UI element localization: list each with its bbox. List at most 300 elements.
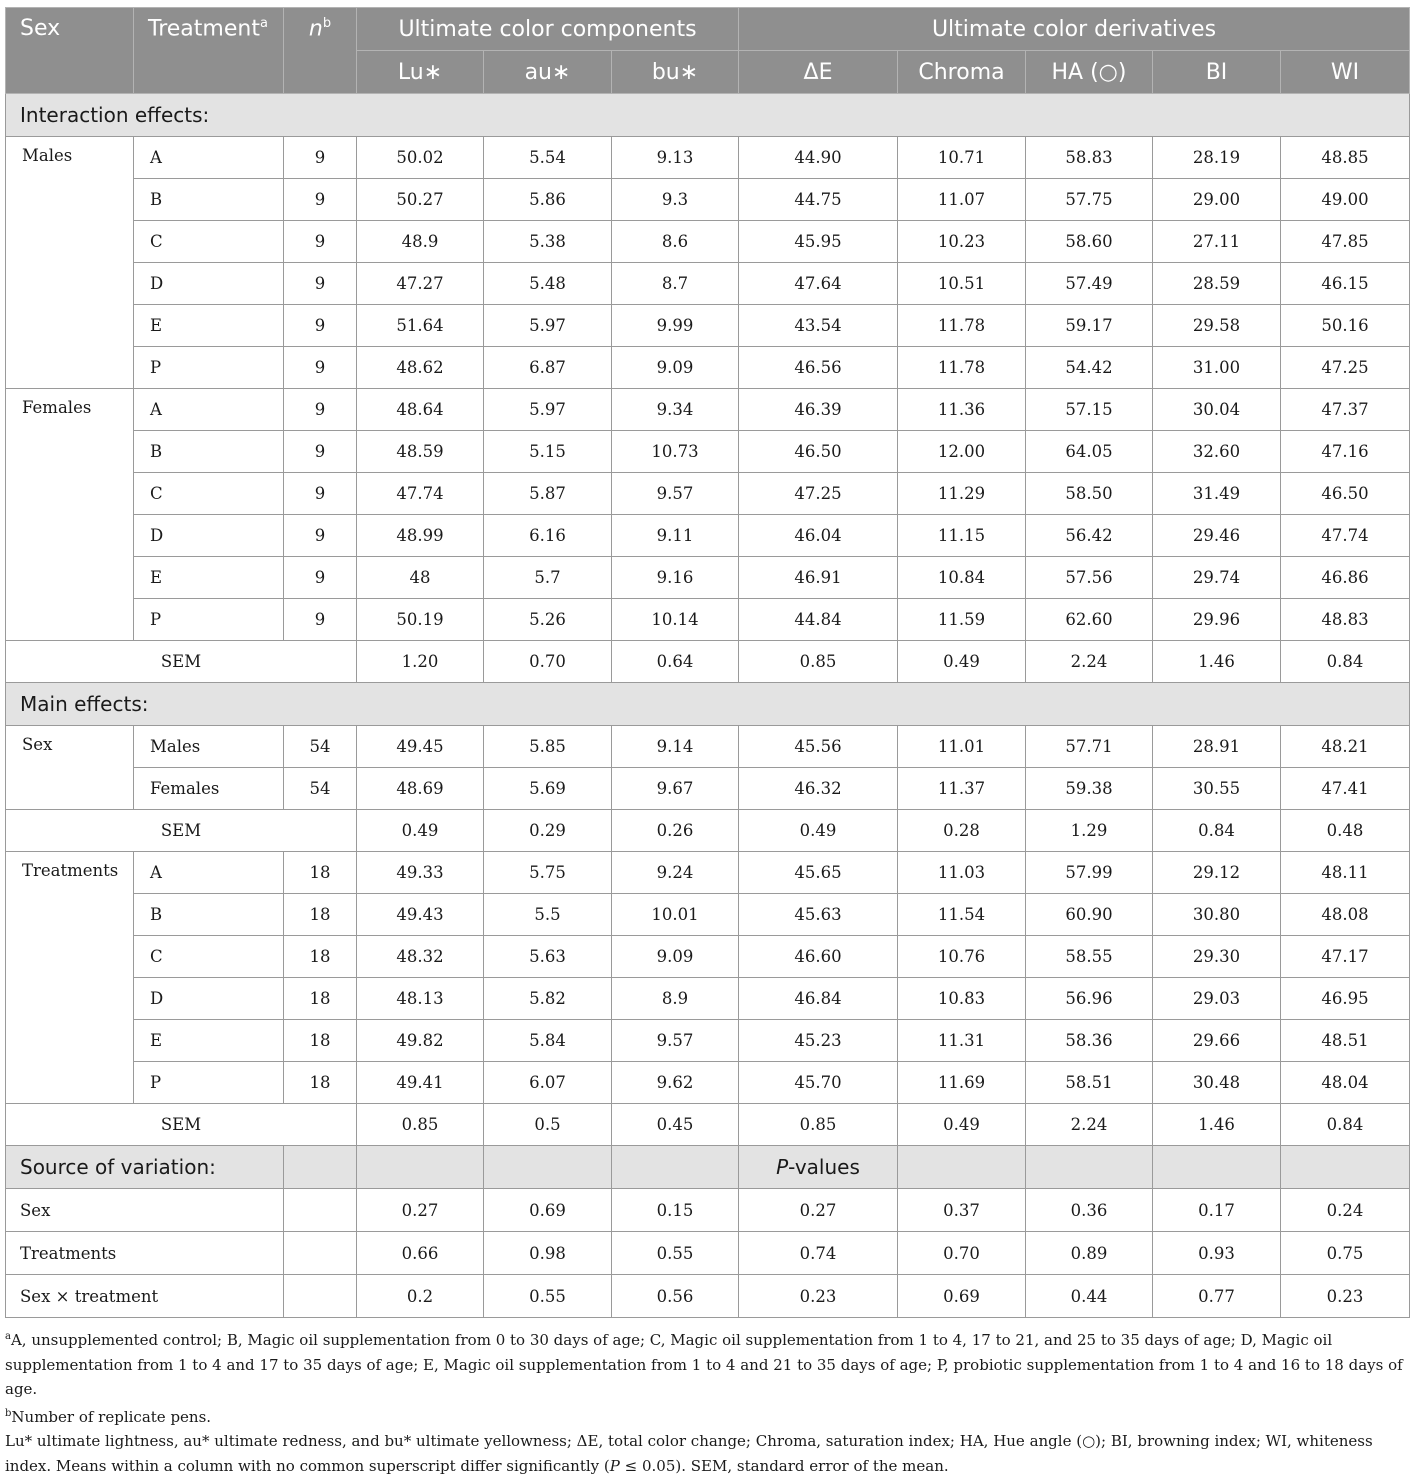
value-cell: 10.84 <box>898 557 1026 599</box>
value-cell: 49.33 <box>357 852 484 894</box>
value-cell: 47.25 <box>739 473 898 515</box>
header-col: Lu∗ <box>357 51 484 94</box>
treatment-cell: Females <box>134 768 284 810</box>
blank-cell <box>612 1146 739 1189</box>
header-col: ΔE <box>739 51 898 94</box>
treatment-cell: P <box>134 599 284 641</box>
n-cell: 9 <box>284 179 357 221</box>
value-cell: 57.56 <box>1026 557 1153 599</box>
table-row <box>6 263 1410 305</box>
value-cell: 47.85 <box>1281 221 1410 263</box>
n-cell: 9 <box>284 347 357 389</box>
group-label: Females <box>6 389 134 641</box>
n-cell: 9 <box>284 263 357 305</box>
value-cell: 5.84 <box>484 1020 612 1062</box>
value-cell: 1.20 <box>357 641 484 683</box>
value-cell: 62.60 <box>1026 599 1153 641</box>
treatment-cell: C <box>134 936 284 978</box>
value-cell: 46.32 <box>739 768 898 810</box>
value-cell: 0.49 <box>898 641 1026 683</box>
n-cell: 18 <box>284 978 357 1020</box>
value-cell: 0.49 <box>739 810 898 852</box>
value-cell: 9.09 <box>612 936 739 978</box>
treatment-cell: B <box>134 179 284 221</box>
value-cell: 5.26 <box>484 599 612 641</box>
value-cell: 46.84 <box>739 978 898 1020</box>
value-cell: 0.2 <box>357 1275 484 1318</box>
blank-cell <box>1026 1146 1153 1189</box>
n-cell: 54 <box>284 768 357 810</box>
pvalues-p: P <box>776 1155 789 1179</box>
value-cell: 46.86 <box>1281 557 1410 599</box>
value-cell: 0.26 <box>612 810 739 852</box>
value-cell: 57.75 <box>1026 179 1153 221</box>
value-cell: 11.15 <box>898 515 1026 557</box>
value-cell: 0.55 <box>612 1232 739 1275</box>
value-cell: 57.15 <box>1026 389 1153 431</box>
treatment-cell: D <box>134 978 284 1020</box>
value-cell: 0.27 <box>357 1189 484 1232</box>
value-cell: 47.41 <box>1281 768 1410 810</box>
value-cell: 0.48 <box>1281 810 1410 852</box>
value-cell: 44.90 <box>739 137 898 179</box>
table-wrapper <box>5 7 1409 1318</box>
value-cell: 31.00 <box>1153 347 1281 389</box>
value-cell: 0.93 <box>1153 1232 1281 1275</box>
value-cell: 58.55 <box>1026 936 1153 978</box>
value-cell: 47.27 <box>357 263 484 305</box>
table-row <box>6 852 1410 894</box>
pvalue-row <box>6 1232 1410 1275</box>
value-cell: 5.82 <box>484 978 612 1020</box>
value-cell: 11.59 <box>898 599 1026 641</box>
sem-row <box>6 1104 1410 1146</box>
n-cell: 9 <box>284 221 357 263</box>
section-title: Source of variation: <box>6 1146 284 1189</box>
results-table <box>5 7 1410 1318</box>
value-cell: 5.5 <box>484 894 612 936</box>
value-cell: 58.50 <box>1026 473 1153 515</box>
table-row <box>6 137 1410 179</box>
value-cell: 9.13 <box>612 137 739 179</box>
table-row <box>6 726 1410 768</box>
value-cell: 0.24 <box>1281 1189 1410 1232</box>
value-cell: 5.7 <box>484 557 612 599</box>
value-cell: 5.85 <box>484 726 612 768</box>
value-cell: 8.9 <box>612 978 739 1020</box>
value-cell: 10.76 <box>898 936 1026 978</box>
sem-label: SEM <box>6 810 357 852</box>
header-col: WI <box>1281 51 1410 94</box>
treatment-cell: E <box>134 305 284 347</box>
value-cell: 0.56 <box>612 1275 739 1318</box>
value-cell: 58.36 <box>1026 1020 1153 1062</box>
value-cell: 0.49 <box>357 810 484 852</box>
value-cell: 45.70 <box>739 1062 898 1104</box>
value-cell: 11.29 <box>898 473 1026 515</box>
source-label: Sex <box>6 1189 284 1232</box>
value-cell: 0.37 <box>898 1189 1026 1232</box>
value-cell: 9.16 <box>612 557 739 599</box>
value-cell: 49.45 <box>357 726 484 768</box>
n-cell: 9 <box>284 557 357 599</box>
value-cell: 29.12 <box>1153 852 1281 894</box>
sem-label: SEM <box>6 1104 357 1146</box>
value-cell: 9.62 <box>612 1062 739 1104</box>
treatment-cell: E <box>134 557 284 599</box>
value-cell: 48.51 <box>1281 1020 1410 1062</box>
table-row <box>6 1062 1410 1104</box>
value-cell: 1.46 <box>1153 1104 1281 1146</box>
value-cell: 49.00 <box>1281 179 1410 221</box>
value-cell: 47.17 <box>1281 936 1410 978</box>
value-cell: 47.37 <box>1281 389 1410 431</box>
table-row <box>6 515 1410 557</box>
pvalue-row <box>6 1189 1410 1232</box>
value-cell: 6.07 <box>484 1062 612 1104</box>
value-cell: 0.85 <box>357 1104 484 1146</box>
value-cell: 30.48 <box>1153 1062 1281 1104</box>
value-cell: 9.14 <box>612 726 739 768</box>
value-cell: 50.27 <box>357 179 484 221</box>
n-cell: 18 <box>284 1020 357 1062</box>
section-main-effects <box>6 683 1410 726</box>
footnote-b: $^b$Number of replicate pens. <box>5 1407 212 1426</box>
value-cell: 48.13 <box>357 978 484 1020</box>
table-footnotes <box>5 1325 1409 1478</box>
value-cell: 0.69 <box>898 1275 1026 1318</box>
value-cell: 29.46 <box>1153 515 1281 557</box>
value-cell: 9.67 <box>612 768 739 810</box>
value-cell: 10.23 <box>898 221 1026 263</box>
source-label: Sex × treatment <box>6 1275 284 1318</box>
value-cell: 0.74 <box>739 1232 898 1275</box>
value-cell: 44.84 <box>739 599 898 641</box>
value-cell: 0.75 <box>1281 1232 1410 1275</box>
header-col: Chroma <box>898 51 1026 94</box>
treatment-cell: D <box>134 263 284 305</box>
header-components-group: Ultimate color components <box>357 8 739 51</box>
value-cell: 59.38 <box>1026 768 1153 810</box>
value-cell: 11.78 <box>898 347 1026 389</box>
value-cell: 28.19 <box>1153 137 1281 179</box>
value-cell: 29.96 <box>1153 599 1281 641</box>
treatment-cell: Males <box>134 726 284 768</box>
sem-label: SEM <box>6 641 357 683</box>
section-title: Main effects: <box>6 683 1410 726</box>
n-cell: 9 <box>284 137 357 179</box>
treatment-cell: E <box>134 1020 284 1062</box>
value-cell: 27.11 <box>1153 221 1281 263</box>
value-cell: 49.41 <box>357 1062 484 1104</box>
value-cell: 57.71 <box>1026 726 1153 768</box>
table-row <box>6 221 1410 263</box>
value-cell: 1.29 <box>1026 810 1153 852</box>
value-cell: 11.31 <box>898 1020 1026 1062</box>
value-cell: 0.15 <box>612 1189 739 1232</box>
blank-cell <box>284 1232 357 1275</box>
table-row <box>6 557 1410 599</box>
treatment-cell: A <box>134 137 284 179</box>
value-cell: 0.45 <box>612 1104 739 1146</box>
value-cell: 56.96 <box>1026 978 1153 1020</box>
value-cell: 56.42 <box>1026 515 1153 557</box>
value-cell: 0.36 <box>1026 1189 1153 1232</box>
value-cell: 59.17 <box>1026 305 1153 347</box>
value-cell: 11.54 <box>898 894 1026 936</box>
blank-cell <box>284 1146 357 1189</box>
treatment-cell: B <box>134 431 284 473</box>
value-cell: 58.60 <box>1026 221 1153 263</box>
value-cell: 49.82 <box>357 1020 484 1062</box>
value-cell: 64.05 <box>1026 431 1153 473</box>
value-cell: 8.6 <box>612 221 739 263</box>
value-cell: 48.08 <box>1281 894 1410 936</box>
header-treatment: Treatment$^a$ <box>134 8 284 94</box>
value-cell: 0.70 <box>484 641 612 683</box>
value-cell: 28.91 <box>1153 726 1281 768</box>
value-cell: 5.97 <box>484 305 612 347</box>
blank-cell <box>284 1275 357 1318</box>
value-cell: 0.28 <box>898 810 1026 852</box>
value-cell: 28.59 <box>1153 263 1281 305</box>
value-cell: 10.51 <box>898 263 1026 305</box>
value-cell: 2.24 <box>1026 1104 1153 1146</box>
group-label: Treatments <box>6 852 134 1104</box>
value-cell: 0.55 <box>484 1275 612 1318</box>
table-row <box>6 768 1410 810</box>
blank-cell <box>484 1146 612 1189</box>
value-cell: 11.37 <box>898 768 1026 810</box>
table-row <box>6 1020 1410 1062</box>
value-cell: 10.01 <box>612 894 739 936</box>
n-cell: 54 <box>284 726 357 768</box>
value-cell: 0.44 <box>1026 1275 1153 1318</box>
value-cell: 46.56 <box>739 347 898 389</box>
value-cell: 5.75 <box>484 852 612 894</box>
header-col: BI <box>1153 51 1281 94</box>
value-cell: 9.11 <box>612 515 739 557</box>
value-cell: 8.7 <box>612 263 739 305</box>
value-cell: 46.91 <box>739 557 898 599</box>
value-cell: 6.87 <box>484 347 612 389</box>
value-cell: 50.19 <box>357 599 484 641</box>
blank-cell <box>284 1189 357 1232</box>
value-cell: 29.03 <box>1153 978 1281 1020</box>
value-cell: 5.48 <box>484 263 612 305</box>
table-row <box>6 936 1410 978</box>
value-cell: 0.84 <box>1281 1104 1410 1146</box>
value-cell: 47.64 <box>739 263 898 305</box>
value-cell: 9.57 <box>612 1020 739 1062</box>
header-row-1 <box>6 8 1410 51</box>
n-cell: 9 <box>284 599 357 641</box>
value-cell: 9.99 <box>612 305 739 347</box>
value-cell: 5.69 <box>484 768 612 810</box>
value-cell: 1.46 <box>1153 641 1281 683</box>
value-cell: 31.49 <box>1153 473 1281 515</box>
section-interaction-effects <box>6 94 1410 137</box>
value-cell: 0.29 <box>484 810 612 852</box>
blank-cell <box>357 1146 484 1189</box>
table-row <box>6 389 1410 431</box>
value-cell: 5.54 <box>484 137 612 179</box>
value-cell: 45.65 <box>739 852 898 894</box>
value-cell: 0.66 <box>357 1232 484 1275</box>
value-cell: 57.49 <box>1026 263 1153 305</box>
value-cell: 45.63 <box>739 894 898 936</box>
table-row <box>6 599 1410 641</box>
header-col: bu∗ <box>612 51 739 94</box>
value-cell: 54.42 <box>1026 347 1153 389</box>
section-source-of-variation <box>6 1146 1410 1189</box>
table-row <box>6 305 1410 347</box>
n-cell: 9 <box>284 431 357 473</box>
group-label: Males <box>6 137 134 389</box>
treatment-cell: A <box>134 852 284 894</box>
value-cell: 10.14 <box>612 599 739 641</box>
pvalues-suffix: -values <box>788 1155 860 1179</box>
value-cell: 10.83 <box>898 978 1026 1020</box>
value-cell: 48.64 <box>357 389 484 431</box>
value-cell: 9.09 <box>612 347 739 389</box>
value-cell: 32.60 <box>1153 431 1281 473</box>
source-label: Treatments <box>6 1232 284 1275</box>
value-cell: 58.51 <box>1026 1062 1153 1104</box>
value-cell: 46.50 <box>739 431 898 473</box>
header-col: HA (○) <box>1026 51 1153 94</box>
footnote-abbreviations: Lu* ultimate lightness, au* ultimate redness, and bu* ultimate yellowness; ΔE, total color change; Chroma, saturation index; HA, Hue angle (○); BI, browning index; WI, whiteness index. Means within a column with no common superscript differ significantly (P ≤ 0.05). SEM, standard error of the mean. <box>5 1432 1373 1475</box>
value-cell: 0.17 <box>1153 1189 1281 1232</box>
value-cell: 5.38 <box>484 221 612 263</box>
value-cell: 46.60 <box>739 936 898 978</box>
value-cell: 11.01 <box>898 726 1026 768</box>
value-cell: 48.59 <box>357 431 484 473</box>
n-cell: 9 <box>284 305 357 347</box>
value-cell: 12.00 <box>898 431 1026 473</box>
value-cell: 30.80 <box>1153 894 1281 936</box>
sem-row <box>6 641 1410 683</box>
value-cell: 51.64 <box>357 305 484 347</box>
value-cell: 0.77 <box>1153 1275 1281 1318</box>
value-cell: 48.69 <box>357 768 484 810</box>
treatment-cell: P <box>134 1062 284 1104</box>
value-cell: 48.04 <box>1281 1062 1410 1104</box>
value-cell: 0.85 <box>739 1104 898 1146</box>
value-cell: 48 <box>357 557 484 599</box>
value-cell: 0.98 <box>484 1232 612 1275</box>
value-cell: 58.83 <box>1026 137 1153 179</box>
n-cell: 18 <box>284 852 357 894</box>
value-cell: 5.15 <box>484 431 612 473</box>
treatment-cell: B <box>134 894 284 936</box>
value-cell: 57.99 <box>1026 852 1153 894</box>
value-cell: 10.73 <box>612 431 739 473</box>
treatment-cell: C <box>134 473 284 515</box>
sem-row <box>6 810 1410 852</box>
value-cell: 29.58 <box>1153 305 1281 347</box>
value-cell: 0.23 <box>739 1275 898 1318</box>
table-row <box>6 431 1410 473</box>
value-cell: 47.25 <box>1281 347 1410 389</box>
header-derivatives-group: Ultimate color derivatives <box>739 8 1410 51</box>
n-cell: 9 <box>284 515 357 557</box>
value-cell: 0.70 <box>898 1232 1026 1275</box>
footnote-a: $^a$A, unsupplemented control; B, Magic oil supplementation from 0 to 30 days of age; C, Magic oil supplementation from 1 to 4, 17 to 21, and 25 to 35 days of age; D, Magic oil supplementation from 1 to 4 and 17 to 35 days of age; E, Magic oil supplementation from 1 to 4 and 21 to 35 days of age; P, probiotic supplementation from 1 to 4 and 16 to 18 days of age. <box>5 1331 1403 1398</box>
blank-cell <box>1153 1146 1281 1189</box>
value-cell: 0.89 <box>1026 1232 1153 1275</box>
n-cell: 9 <box>284 389 357 431</box>
value-cell: 48.9 <box>357 221 484 263</box>
treatment-cell: C <box>134 221 284 263</box>
treatment-cell: D <box>134 515 284 557</box>
value-cell: 46.95 <box>1281 978 1410 1020</box>
value-cell: 5.87 <box>484 473 612 515</box>
table-row <box>6 179 1410 221</box>
header-sex: Sex <box>6 8 134 94</box>
value-cell: 6.16 <box>484 515 612 557</box>
value-cell: 0.49 <box>898 1104 1026 1146</box>
value-cell: 11.36 <box>898 389 1026 431</box>
value-cell: 9.57 <box>612 473 739 515</box>
blank-cell <box>1281 1146 1410 1189</box>
treatment-cell: P <box>134 347 284 389</box>
value-cell: 0.5 <box>484 1104 612 1146</box>
value-cell: 11.69 <box>898 1062 1026 1104</box>
table-row <box>6 347 1410 389</box>
value-cell: 2.24 <box>1026 641 1153 683</box>
value-cell: 0.64 <box>612 641 739 683</box>
value-cell: 47.74 <box>357 473 484 515</box>
value-cell: 29.74 <box>1153 557 1281 599</box>
value-cell: 0.84 <box>1153 810 1281 852</box>
header-col: au∗ <box>484 51 612 94</box>
value-cell: 30.55 <box>1153 768 1281 810</box>
value-cell: 30.04 <box>1153 389 1281 431</box>
pvalue-row <box>6 1275 1410 1318</box>
value-cell: 0.69 <box>484 1189 612 1232</box>
value-cell: 9.3 <box>612 179 739 221</box>
value-cell: 50.02 <box>357 137 484 179</box>
treatment-cell: A <box>134 389 284 431</box>
value-cell: 5.86 <box>484 179 612 221</box>
value-cell: 29.66 <box>1153 1020 1281 1062</box>
value-cell: 0.85 <box>739 641 898 683</box>
value-cell: 0.27 <box>739 1189 898 1232</box>
table-row <box>6 473 1410 515</box>
value-cell: 29.30 <box>1153 936 1281 978</box>
blank-cell <box>898 1146 1026 1189</box>
value-cell: 48.85 <box>1281 137 1410 179</box>
pvalues-heading <box>739 1146 898 1189</box>
n-cell: 18 <box>284 936 357 978</box>
n-cell: 18 <box>284 894 357 936</box>
n-cell: 18 <box>284 1062 357 1104</box>
group-label: Sex <box>6 726 134 810</box>
value-cell: 46.39 <box>739 389 898 431</box>
value-cell: 9.24 <box>612 852 739 894</box>
section-title: Interaction effects: <box>6 94 1410 137</box>
value-cell: 43.54 <box>739 305 898 347</box>
value-cell: 50.16 <box>1281 305 1410 347</box>
value-cell: 47.74 <box>1281 515 1410 557</box>
value-cell: 48.62 <box>357 347 484 389</box>
header-n: $n^b$ <box>284 8 357 94</box>
value-cell: 11.78 <box>898 305 1026 347</box>
value-cell: 0.84 <box>1281 641 1410 683</box>
value-cell: 48.21 <box>1281 726 1410 768</box>
value-cell: 9.34 <box>612 389 739 431</box>
